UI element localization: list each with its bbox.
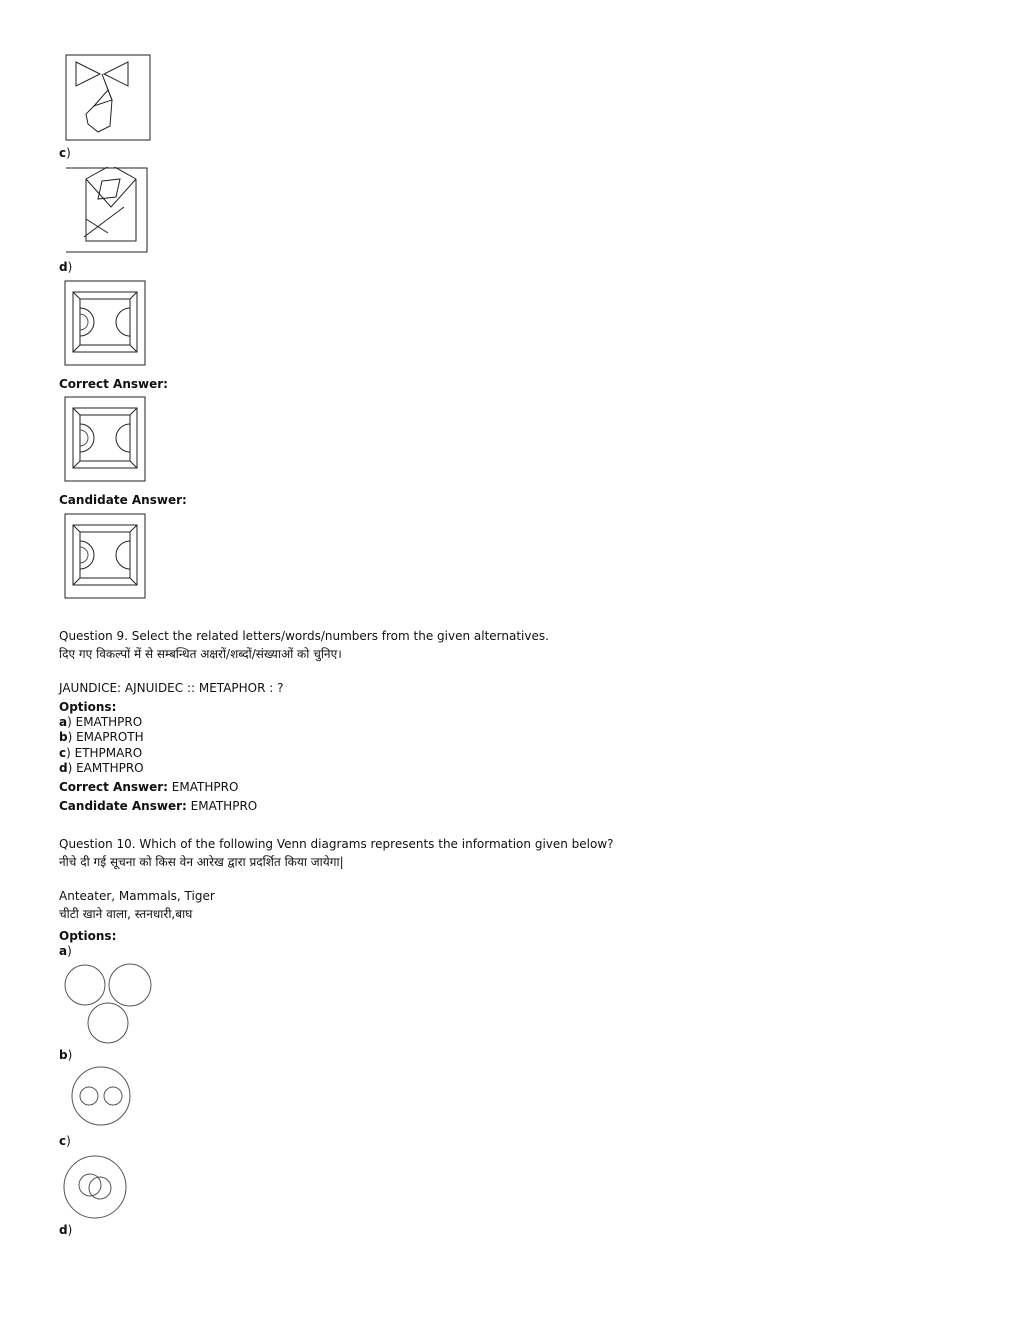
q8-option-c-figure [64,167,150,258]
q10-option-a-label: a) [59,944,72,958]
q8-correct-answer-figure [64,396,148,487]
q10-items: Anteater, Mammals, Tiger [59,889,215,903]
q9-problem: JAUNDICE: AJNUIDEC :: METAPHOR : ? [59,681,284,695]
q8-option-d-label: d) [59,260,73,274]
q9-question-hindi: दिए गए विकल्पों में से सम्बन्धित अक्षरों/शब्दों/संख्याओं को चुनिए। [59,647,342,661]
q10-option-c-label: c) [59,1134,71,1148]
q10-options-label: Options: [59,929,117,943]
q10-question-hindi: नीचे दी गई सूचना को किस वेन आरेख द्वारा प्रदर्शित किया जायेगा| [59,855,344,869]
q9-question: Question 9. Select the related letters/words/numbers from the given alternatives. [59,629,549,643]
q8-correct-answer-label: Correct Answer: [59,377,168,391]
q10-question: Question 10. Which of the following Venn diagrams represents the information given below? [59,837,614,851]
q9-candidate-answer: Candidate Answer: EMATHPRO [59,799,258,813]
q9-option-a: a) EMATHPRO [59,715,143,729]
q8-candidate-answer-figure [64,513,148,604]
q10-option-b-label: b) [59,1048,73,1062]
q9-correct-answer: Correct Answer: EMATHPRO [59,780,239,794]
q9-option-b: b) EMAPROTH [59,730,144,744]
q9-option-d: d) EAMTHPRO [59,761,144,775]
q10-option-a-venn [62,962,156,1049]
q10-option-b-venn [70,1066,134,1131]
q9-option-c: c) ETHPMARO [59,746,143,760]
q10-option-d-label: d) [59,1223,73,1237]
q10-option-c-venn [62,1155,130,1224]
q8-candidate-answer-label: Candidate Answer: [59,493,187,507]
q8-option-d-figure [64,280,148,371]
q8-option-b-figure [64,54,152,145]
q10-items-hindi: चीटी खाने वाला, स्तनधारी,बाघ [59,907,193,921]
q9-options-label: Options: [59,700,117,714]
q8-option-c-label: c) [59,146,71,160]
